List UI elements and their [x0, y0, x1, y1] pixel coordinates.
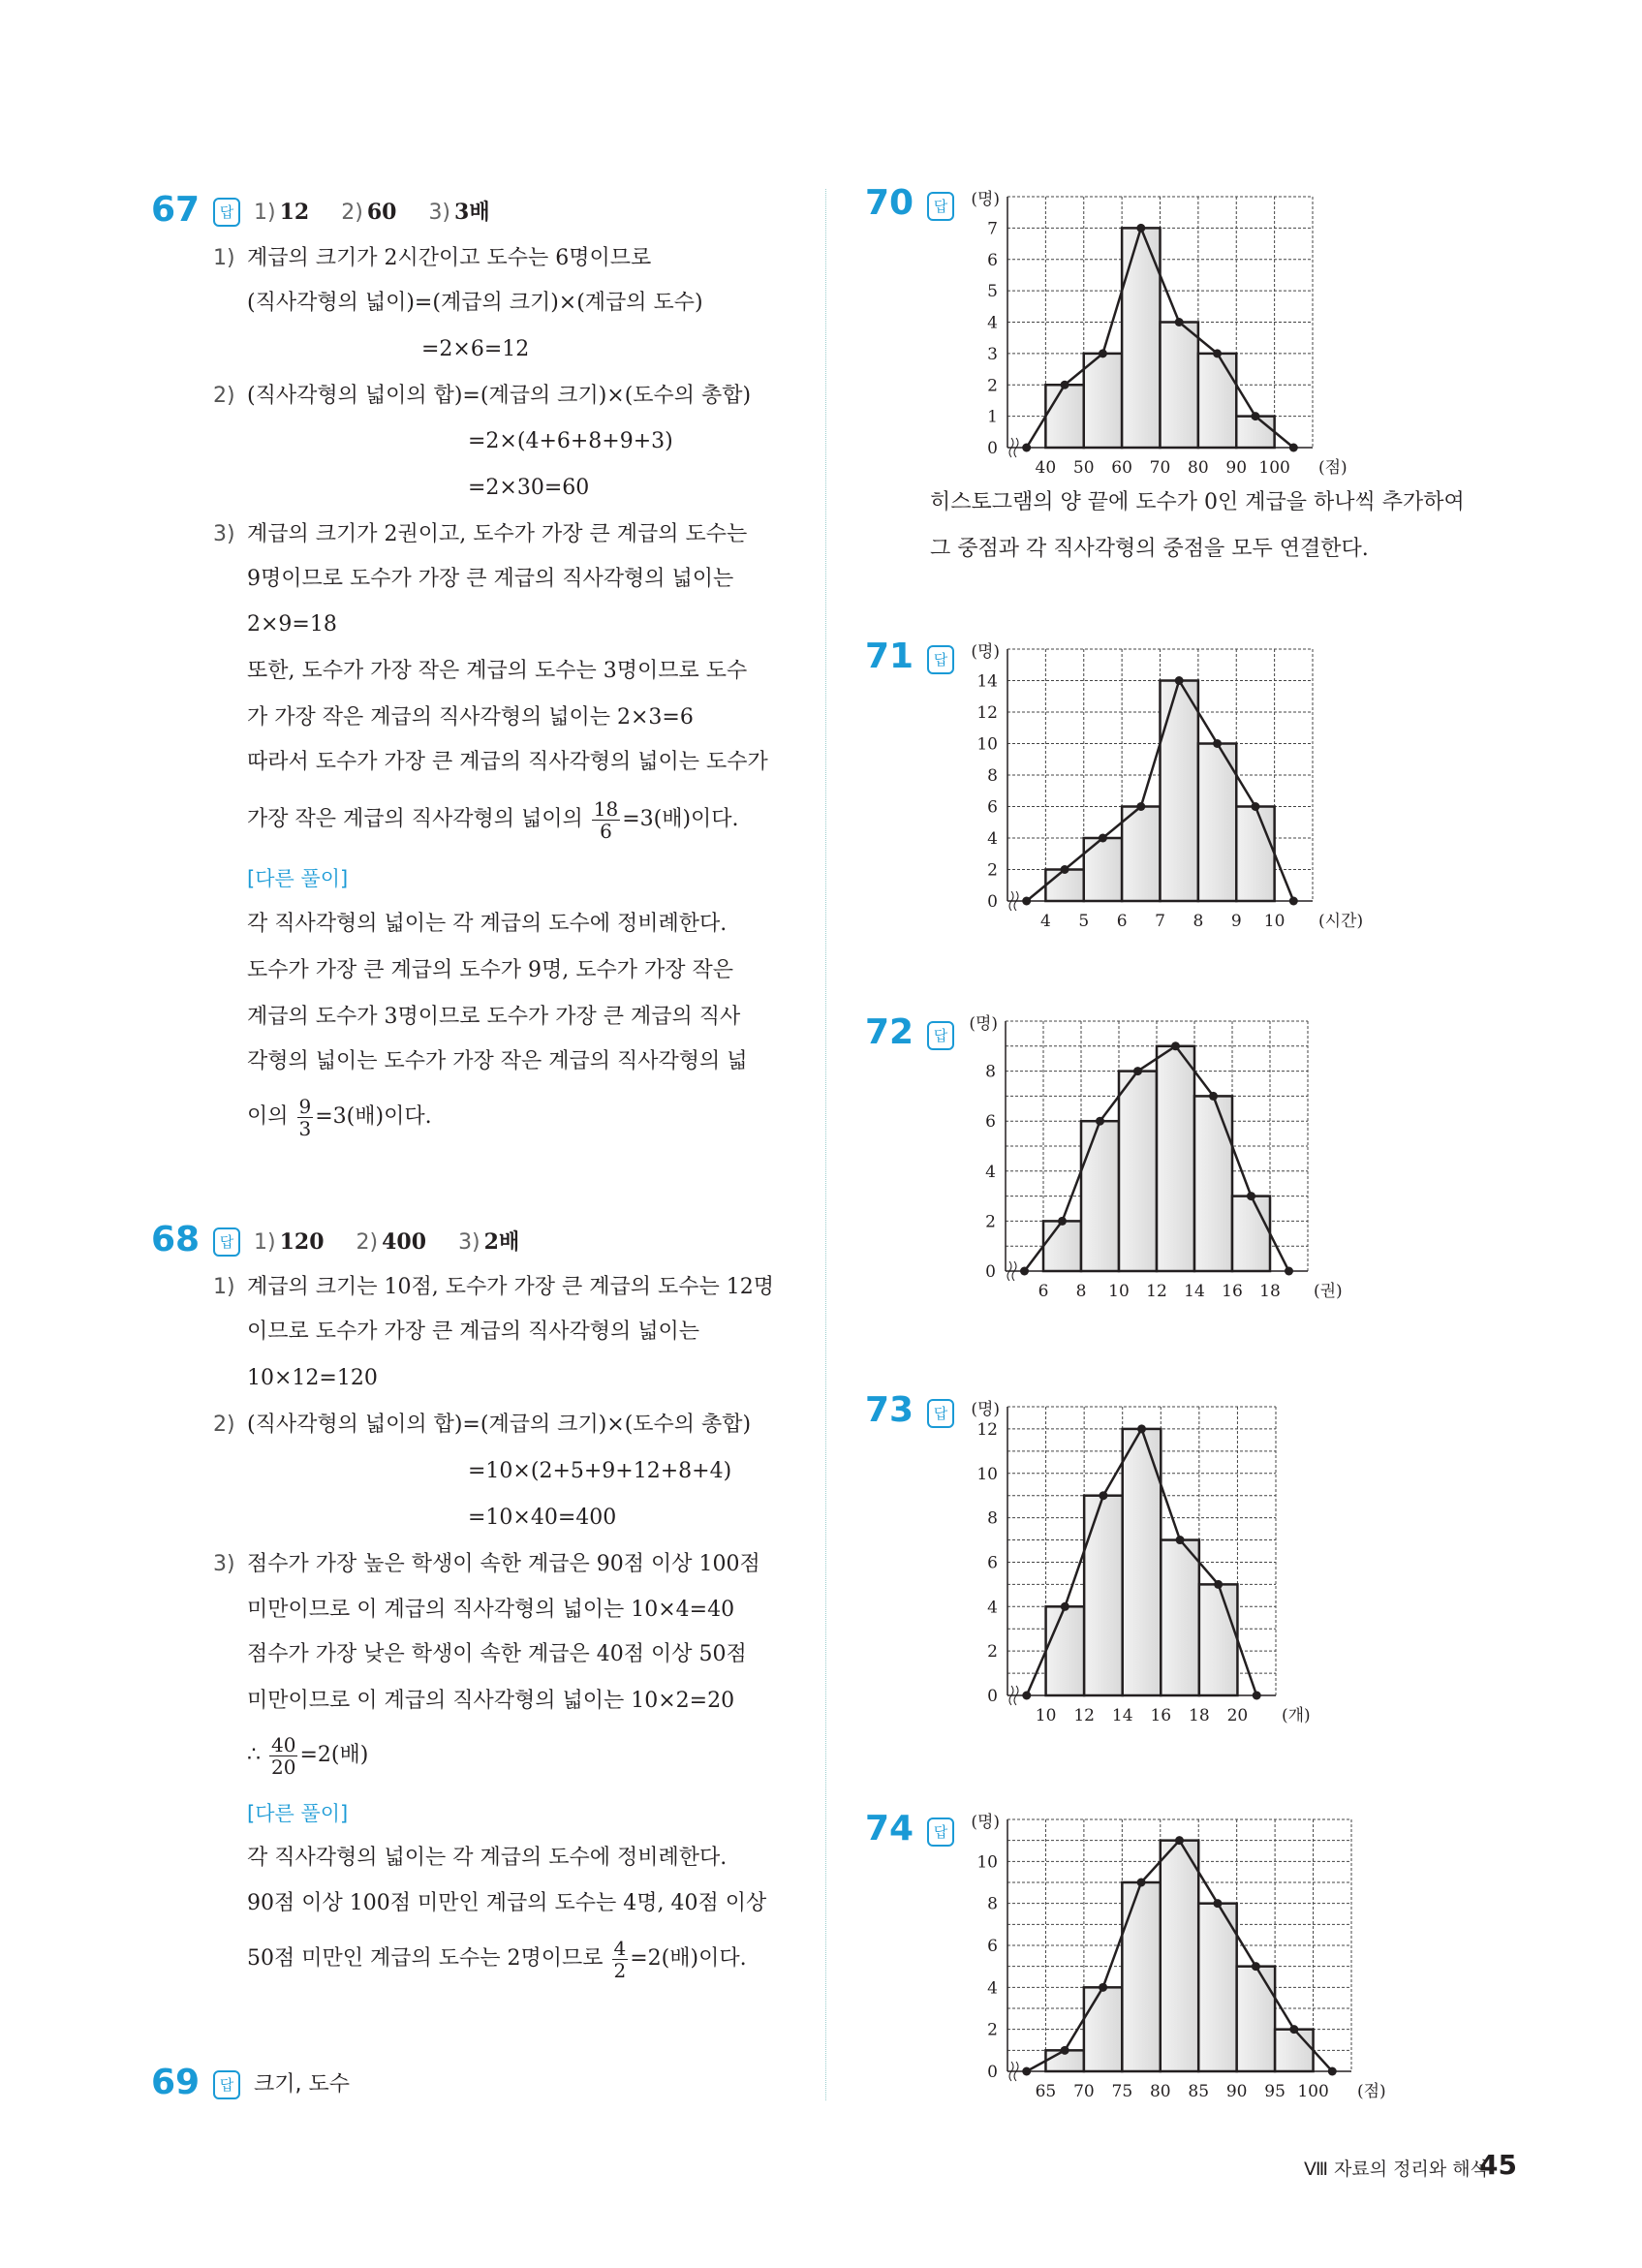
y-tick-label: 2	[987, 1642, 998, 1662]
y-tick-label: 6	[987, 797, 998, 818]
frequency-polygon-point	[1022, 1692, 1031, 1700]
frequency-polygon-point	[1171, 1041, 1180, 1050]
answer-marker: 3)	[458, 1230, 480, 1255]
frequency-polygon-point	[1247, 1192, 1255, 1200]
x-axis-unit-label: (시간)	[1318, 912, 1364, 931]
step-marker: 2)	[213, 384, 235, 408]
histogram-bar	[1122, 807, 1160, 902]
fraction-line	[247, 794, 739, 845]
answer-marker: 3)	[428, 201, 451, 225]
histogram-bar	[1119, 1072, 1157, 1271]
alt-line: 90점 이상 100점 미만인 계급의 도수는 4명, 40점 이상	[247, 1891, 767, 1915]
problem-number-68: 68	[151, 1220, 201, 1259]
x-tick-label: 50	[1072, 458, 1095, 478]
denominator: 6	[600, 819, 612, 843]
x-tick-label: 8	[1193, 912, 1204, 931]
histogram-bar	[1045, 2050, 1083, 2071]
y-tick-label: 0	[987, 892, 998, 912]
x-tick-label: 12	[1146, 1282, 1167, 1301]
axis-break-icon	[1009, 2062, 1018, 2081]
histogram-bar	[1043, 1221, 1081, 1271]
denominator: 20	[271, 1755, 296, 1779]
solution-line: (직사각형의 넓이)=(계급의 크기)×(계급의 도수)	[247, 291, 703, 315]
histogram-71	[971, 641, 1363, 931]
histogram-bar	[1045, 385, 1083, 448]
explanation-line: 히스토그램의 양 끝에 도수가 0인 계급을 하나씩 추가하여	[930, 490, 1465, 514]
axis-break-icon	[1007, 1261, 1016, 1281]
x-axis-unit-label: (점)	[1318, 458, 1348, 478]
answer-badge: 답	[927, 1818, 954, 1847]
frequency-polygon-point	[1251, 802, 1259, 811]
x-axis-unit-label: (개)	[1282, 1706, 1311, 1725]
answer-value: 12	[279, 200, 310, 225]
x-tick-label: 7	[1155, 912, 1165, 931]
frequency-polygon-point	[1022, 2067, 1031, 2076]
y-tick-label: 8	[985, 1062, 996, 1082]
y-tick-label: 6	[987, 250, 998, 270]
answer-badge: 답	[213, 2070, 240, 2099]
solution-line: 따라서 도수가 가장 큰 계급의 직사각형의 넓이는 도수가	[247, 750, 768, 774]
x-tick-label: 85	[1188, 2082, 1210, 2101]
x-tick-label: 60	[1111, 458, 1132, 478]
answer-marker: 1)	[254, 201, 276, 225]
frequency-polygon-line	[1027, 1841, 1333, 2071]
histogram-bar	[1122, 228, 1160, 448]
frequency-polygon-point	[1253, 1692, 1261, 1700]
y-tick-label: 6	[987, 1937, 998, 1956]
frequency-polygon-point	[1213, 349, 1222, 357]
frequency-polygon-line	[1027, 681, 1294, 902]
y-tick-label: 6	[987, 1553, 998, 1573]
step-marker: 1)	[213, 246, 235, 270]
y-tick-label: 12	[976, 1419, 998, 1440]
x-axis-unit-label: (점)	[1357, 2082, 1386, 2101]
histogram-74	[971, 1812, 1385, 2101]
y-tick-label: 1	[987, 407, 998, 427]
y-tick-label: 5	[987, 282, 998, 302]
y-tick-label: 4	[987, 1978, 998, 1999]
answer-badge: 답	[213, 198, 240, 227]
frequency-polygon-line	[1025, 1046, 1289, 1271]
frequency-polygon-point	[1289, 2025, 1298, 2034]
y-axis-unit-label: (명)	[971, 1813, 1000, 1832]
frequency-polygon-point	[1251, 412, 1259, 420]
solution-line: 가 가장 작은 계급의 직사각형의 넓이는 2×3=6	[247, 705, 694, 730]
therefore-text: ∴	[247, 1743, 267, 1767]
problem-number-74: 74	[865, 1809, 914, 1849]
axis-break-icon	[1009, 1686, 1018, 1705]
x-tick-label: 10	[1035, 1706, 1057, 1725]
x-tick-label: 14	[1184, 1282, 1205, 1301]
answer-69: 크기, 도수	[254, 2072, 350, 2097]
text: =2(배)이다.	[630, 1946, 747, 1971]
x-tick-label: 4	[1039, 912, 1051, 931]
answer-badge: 답	[927, 192, 954, 221]
histogram-bar	[1194, 1096, 1232, 1271]
page-number: 45	[1479, 2149, 1517, 2181]
equation-line: =2×(4+6+8+9+3)	[468, 429, 673, 453]
frequency-polygon-point	[1209, 1092, 1218, 1101]
text: 50점 미만인 계급의 도수는 2명이므로	[247, 1946, 610, 1971]
alt-line: 계급의 도수가 3명이므로 도수가 가장 큰 계급의 직사	[247, 1005, 741, 1029]
text: =2(배)	[299, 1743, 369, 1767]
frequency-polygon-point	[1252, 1962, 1260, 1971]
alt-line: 각형의 넓이는 도수가 가장 작은 계급의 직사각형의 넓	[247, 1049, 748, 1073]
y-tick-label: 2	[987, 860, 998, 881]
histogram-bar	[1046, 1606, 1085, 1695]
problem-number-71: 71	[865, 637, 914, 676]
histogram-bar	[1161, 323, 1198, 449]
solution-line: 점수가 가장 높은 학생이 속한 계급은 90점 이상 100점	[247, 1552, 760, 1576]
answer-badge: 답	[213, 1227, 240, 1257]
equation-line: =2×30=60	[468, 476, 590, 500]
problem-number-69: 69	[151, 2063, 201, 2102]
x-tick-label: 70	[1073, 2082, 1095, 2101]
frequency-polygon-point	[1213, 1899, 1222, 1908]
text: =3(배)이다.	[315, 1104, 432, 1129]
histogram-73	[971, 1399, 1310, 1725]
x-tick-label: 80	[1188, 458, 1209, 478]
histogram-72	[969, 1013, 1342, 1301]
x-tick-label: 100	[1297, 2082, 1329, 2101]
numerator: 4	[613, 1936, 627, 1960]
y-tick-label: 3	[987, 344, 998, 364]
y-tick-label: 6	[985, 1112, 996, 1133]
histogram-bar	[1275, 2030, 1313, 2071]
y-tick-label: 4	[987, 1598, 998, 1618]
y-tick-label: 4	[987, 829, 998, 849]
step-marker: 3)	[213, 522, 235, 546]
y-axis-unit-label: (명)	[971, 642, 1000, 662]
denominator: 2	[613, 1958, 627, 1982]
equation-line: 10×12=120	[247, 1366, 378, 1390]
x-tick-label: 100	[1258, 458, 1290, 478]
histogram-bar	[1236, 417, 1274, 448]
problem-number-73: 73	[865, 1390, 914, 1430]
frequency-polygon-point	[1022, 897, 1031, 906]
solution-line: 미만이므로 이 계급의 직사각형의 넓이는 10×2=20	[247, 1689, 735, 1713]
answer-value: 60	[366, 200, 397, 225]
fraction	[269, 1734, 297, 1778]
answer-value: 120	[279, 1229, 325, 1255]
answer-value: 2배	[483, 1229, 520, 1255]
frequency-polygon-point	[1136, 802, 1145, 811]
answer-value: 3배	[454, 200, 490, 225]
y-tick-label: 8	[987, 1894, 998, 1914]
solution-line: 미만이므로 이 계급의 직사각형의 넓이는 10×4=40	[247, 1598, 735, 1622]
y-tick-label: 10	[976, 1464, 998, 1484]
explanation-line: 그 중점과 각 직사각형의 중점을 모두 연결한다.	[930, 537, 1369, 561]
histogram-bar	[1157, 1046, 1194, 1271]
denominator: 3	[298, 1116, 312, 1140]
histogram-bar	[1084, 1987, 1122, 2071]
x-tick-label: 12	[1073, 1706, 1095, 1725]
solution-line: 계급의 크기가 2권이고, 도수가 가장 큰 계급의 도수는	[247, 522, 748, 546]
histogram-bar	[1236, 807, 1274, 902]
y-tick-label: 4	[985, 1162, 996, 1182]
frequency-polygon-point	[1176, 1536, 1185, 1544]
x-tick-label: 80	[1149, 2082, 1171, 2101]
fraction-line	[247, 1092, 432, 1142]
x-tick-label: 10	[1108, 1282, 1130, 1301]
frequency-polygon-point	[1289, 444, 1298, 452]
answer-badge: 답	[927, 1399, 954, 1428]
x-tick-label: 5	[1078, 912, 1090, 931]
histogram-bar	[1081, 1121, 1119, 1271]
frequency-polygon-point	[1020, 1267, 1029, 1276]
y-tick-label: 0	[987, 2063, 998, 2082]
y-tick-label: 0	[987, 439, 998, 458]
frequency-polygon-line	[1027, 1429, 1256, 1695]
solution-line: (직사각형의 넓이의 합)=(계급의 크기)×(도수의 총합)	[247, 1413, 752, 1437]
answer-marker: 2)	[341, 201, 363, 225]
x-tick-label: 75	[1111, 2082, 1133, 2101]
chapter-title: Ⅷ 자료의 정리와 해석	[1304, 2159, 1488, 2180]
text: 이의	[247, 1104, 295, 1129]
histogram-70	[971, 189, 1347, 478]
y-tick-label: 2	[987, 2020, 998, 2040]
histogram-bar	[1199, 1584, 1238, 1695]
text: 가장 작은 계급의 직사각형의 넓이의	[247, 807, 590, 831]
equation-line: =10×40=400	[468, 1506, 617, 1530]
step-marker: 2)	[213, 1413, 235, 1437]
answer-badge: 답	[927, 1021, 954, 1050]
frequency-polygon-point	[1133, 1067, 1142, 1075]
column-divider	[825, 189, 826, 2100]
frequency-polygon-point	[1285, 1267, 1293, 1276]
frequency-polygon-line	[1027, 228, 1294, 448]
y-tick-label: 8	[987, 766, 998, 786]
frequency-polygon-point	[1289, 897, 1298, 906]
histogram-bar	[1198, 744, 1236, 902]
x-tick-label: 9	[1230, 912, 1242, 931]
frequency-polygon-point	[1136, 224, 1145, 233]
numerator: 40	[271, 1732, 296, 1756]
problem-number-70: 70	[865, 183, 914, 223]
histogram-bar	[1084, 354, 1122, 448]
frequency-polygon-point	[1099, 834, 1107, 843]
step-marker: 1)	[213, 1275, 235, 1299]
alt-line: 각 직사각형의 넓이는 각 계급의 도수에 정비례한다.	[247, 1846, 728, 1870]
solution-line: 계급의 크기가 2시간이고 도수는 6명이므로	[247, 246, 652, 270]
y-tick-label: 8	[987, 1508, 998, 1529]
y-tick-label: 10	[976, 734, 998, 755]
frequency-polygon-point	[1175, 1836, 1184, 1845]
x-tick-label: 40	[1035, 458, 1057, 478]
histogram-bar	[1198, 1904, 1236, 2071]
solution-line: 점수가 가장 낮은 학생이 속한 계급은 40점 이상 50점	[247, 1642, 747, 1666]
x-tick-label: 90	[1225, 458, 1248, 478]
frequency-polygon-point	[1096, 1117, 1104, 1126]
histogram-bar	[1161, 1841, 1198, 2071]
frequency-polygon-point	[1214, 1580, 1223, 1589]
frequency-polygon-point	[1175, 676, 1184, 685]
frequency-polygon-point	[1099, 1983, 1107, 1992]
answer-marker: 2)	[356, 1230, 379, 1255]
problem-number-67: 67	[151, 190, 201, 230]
solution-line: 9명이므로 도수가 가장 큰 계급의 직사각형의 넓이는	[247, 567, 734, 591]
alt-line: 도수가 가장 큰 계급의 도수가 9명, 도수가 가장 작은	[247, 958, 733, 982]
alt-solution-label: [다른 풀이]	[247, 1802, 349, 1825]
alt-solution-label: [다른 풀이]	[247, 867, 349, 890]
histogram-bar	[1045, 870, 1083, 902]
y-tick-label: 2	[985, 1212, 996, 1232]
x-tick-label: 18	[1189, 1706, 1210, 1725]
answer-summary-68	[254, 1227, 544, 1258]
frequency-polygon-point	[1137, 1424, 1146, 1433]
answer-badge: 답	[927, 645, 954, 674]
answer-value: 400	[382, 1229, 427, 1255]
fraction-line	[247, 1934, 747, 1984]
frequency-polygon-point	[1328, 2067, 1337, 2076]
text: =3(배)이다.	[622, 807, 739, 831]
frequency-polygon-point	[1061, 2046, 1069, 2055]
equation-line: =10×(2+5+9+12+8+4)	[468, 1459, 732, 1483]
frequency-polygon-point	[1213, 739, 1222, 748]
y-axis-unit-label: (명)	[971, 1400, 1000, 1419]
y-tick-label: 12	[976, 703, 998, 723]
histogram-bar	[1122, 1882, 1160, 2071]
x-tick-label: 10	[1263, 912, 1286, 931]
y-tick-label: 0	[987, 1687, 998, 1706]
equation-line: =2×6=12	[421, 337, 530, 361]
step-marker: 3)	[213, 1552, 235, 1576]
solution-line: (직사각형의 넓이의 합)=(계급의 크기)×(도수의 총합)	[247, 384, 752, 408]
fraction	[612, 1938, 629, 1981]
fraction-line	[247, 1730, 368, 1781]
x-tick-label: 65	[1035, 2082, 1057, 2101]
histogram-bar	[1161, 1540, 1199, 1695]
fraction	[592, 798, 620, 842]
x-tick-label: 6	[1116, 912, 1128, 931]
y-tick-label: 2	[987, 376, 998, 396]
histogram-bar	[1084, 1496, 1123, 1695]
x-tick-label: 14	[1111, 1706, 1133, 1725]
x-tick-label: 6	[1038, 1282, 1049, 1301]
fraction	[297, 1096, 314, 1139]
x-axis-unit-label: (권)	[1314, 1282, 1343, 1301]
answer-summary-67	[254, 198, 515, 228]
x-tick-label: 95	[1264, 2082, 1286, 2101]
frequency-polygon-point	[1061, 381, 1069, 389]
histogram-bar	[1123, 1429, 1162, 1695]
solution-line: 이므로 도수가 가장 큰 계급의 직사각형의 넓이는	[247, 1320, 700, 1344]
frequency-polygon-point	[1137, 1879, 1146, 1887]
frequency-polygon-point	[1175, 318, 1184, 326]
x-tick-label: 8	[1075, 1282, 1087, 1301]
frequency-polygon-point	[1022, 444, 1031, 452]
x-tick-label: 16	[1222, 1282, 1243, 1301]
axis-break-icon	[1009, 891, 1018, 911]
y-tick-label: 14	[976, 671, 998, 692]
frequency-polygon-point	[1058, 1217, 1067, 1226]
histogram-bar	[1084, 838, 1122, 901]
histogram-bar	[1198, 354, 1236, 448]
y-tick-label: 7	[987, 219, 998, 239]
answer-marker: 1)	[254, 1230, 276, 1255]
numerator: 9	[298, 1094, 312, 1118]
y-tick-label: 0	[985, 1262, 996, 1282]
frequency-polygon-point	[1099, 1491, 1107, 1500]
histogram-bar	[1161, 681, 1198, 902]
x-tick-label: 70	[1149, 458, 1171, 478]
solution-line: 또한, 도수가 가장 작은 계급의 도수는 3명이므로 도수	[247, 659, 748, 683]
y-tick-label: 4	[987, 313, 998, 333]
problem-number-72: 72	[865, 1012, 914, 1052]
equation-line: 2×9=18	[247, 612, 337, 637]
histogram-bar	[1237, 1967, 1275, 2071]
x-tick-label: 16	[1150, 1706, 1172, 1725]
numerator: 18	[593, 796, 619, 821]
y-tick-label: 10	[976, 1852, 998, 1873]
frequency-polygon-point	[1099, 349, 1107, 357]
x-tick-label: 20	[1226, 1706, 1249, 1725]
frequency-polygon-point	[1061, 1602, 1069, 1611]
x-tick-label: 90	[1225, 2082, 1248, 2101]
x-tick-label: 18	[1259, 1282, 1281, 1301]
y-axis-unit-label: (명)	[971, 190, 1000, 209]
solution-line: 계급의 크기는 10점, 도수가 가장 큰 계급의 도수는 12명	[247, 1275, 774, 1299]
histogram-bar	[1232, 1196, 1270, 1271]
axis-break-icon	[1009, 438, 1018, 457]
y-axis-unit-label: (명)	[969, 1014, 998, 1034]
alt-line: 각 직사각형의 넓이는 각 계급의 도수에 정비례한다.	[247, 912, 728, 936]
frequency-polygon-point	[1061, 865, 1069, 874]
